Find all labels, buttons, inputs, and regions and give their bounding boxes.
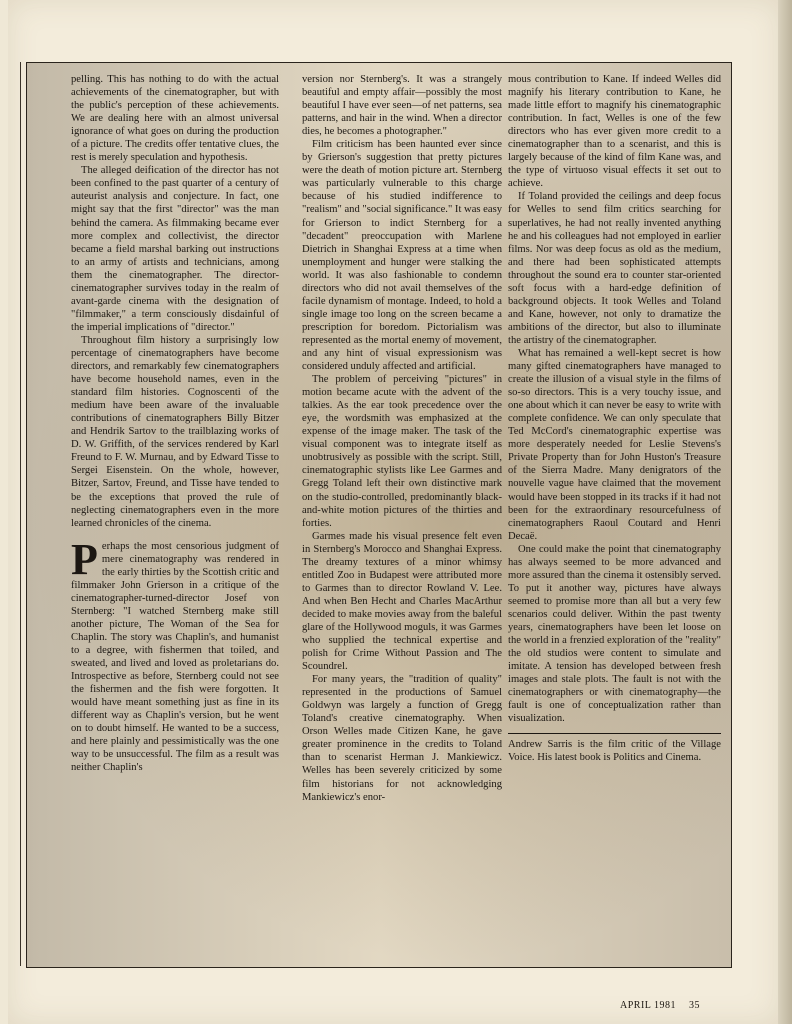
page-number: 35	[689, 1000, 701, 1011]
paragraph: The problem of perceiving "pictures" in motion became acute with the advent of the talkies. As the ear took precedence over the eye, the wordsmith was emphasized at the expense of the image maker. The task of the visual component was to integrate itself as unobtrusively as possible with the script. Still, cinematographic stylists like Lee Garmes and Gregg Toland left their own distinctive mark on the studio-controlled, predominantly black-and-white motion pictures of the thirties and forties.	[302, 374, 502, 529]
article-column-3	[508, 73, 721, 957]
paragraph: version nor Sternberg's. It was a strangely beautiful and empty affair—possibly the most beautiful I have ever seen—of net patterns, sea patterns, and hair in the wind. When a director dies, he becomes a photographer."	[302, 74, 502, 138]
page-edge	[778, 0, 792, 1024]
paragraph: Garmes made his visual presence felt even in Sternberg's Morocco and Shanghai Express. The dreamy textures of a minor whimsy entitled Zoo in Budapest were attributed more to Garmes than to director Rowland V. Lee. And when Ben Hecht and Charles MacArthur decided to make movies away from the baleful glare of the Hollywood moguls, it was Garmes who supplied the technical expertise and polish for Crime Without Passion and The Scoundrel.	[302, 530, 502, 673]
bio-divider	[508, 733, 721, 734]
paragraph-text: erhaps the most censorious judgment of mere cinematography was rendered in the early thirties by the Scottish critic and filmmaker John Grierson in a critique of the cinematographer-turned-director Josef von Sternberg: "I watched Sternberg make still another picture, The Woman of the Sea for Chaplin. The story was Chaplin's, and humanist to a degree, with fishermen that toiled, and sweated, and lived and loved as proletarians do. Introspective as before, Sternberg could not see the fishermen and the fish were forgotten. It would have meant something just as fine in its different way as Chaplin's version, but he went on to doubt himself. He wanted to be a success, and here plainly and pessimistically was the one way to be unsuccessful. The film as a result was neither Chaplin's	[71, 540, 279, 774]
paragraph: One could make the point that cinematography has always seemed to be more advanced and more assured than the cinema it ostensibly served. To put it another way, pictures have always seemed to promise more than all but a very few scenarios could deliver. Within the past twenty years, cinematographers have been let loose on the world in a frenzied exploration of the "reality" the old studios were content to simulate and imitate. A tension has developed between fresh images and stale plots. The fault is not with the cinematographers or with cinematography—the fault is one of conceptualization rather than visualization.	[508, 543, 721, 725]
article-column-1	[71, 73, 279, 957]
paragraph: pelling. This has nothing to do with the actual achievements of the cinematographer, but with the public's perception of these achievements. We are dealing here with an almost universal ignorance of what goes on during the production of a picture. The credits offer tentative clues, the rest is merely speculation and hypothesis.	[71, 74, 279, 164]
frame-rule	[20, 62, 21, 966]
issue-date: APRIL 1981	[620, 1000, 677, 1011]
article-text-frame	[26, 62, 732, 968]
author-bio: Andrew Sarris is the film critic of the Village Voice. His latest book is Politics and Cinema.	[508, 739, 721, 764]
article-column-2	[302, 73, 502, 957]
paragraph: mous contribution to Kane. If indeed Welles did magnify his literary contribution to Kane, he made little effort to magnify his cinematographic contribution. In fact, Welles is one of the few directors who has ever given more credit to a cinematographer than to a scenarist, and this is largely because of the kind of film Kane was, and the type of virtuoso visual effects it set out to achieve.	[508, 74, 721, 190]
paragraph: Throughout film history a surprisingly low percentage of cinematographers have become directors, and remarkably few cinematographers have become household names, even in the standard film histories. Cognoscenti of the medium have been aware of the invaluable contributions of cinematographers Billy Bitzer and Hendrik Sartov to the trailblazing works of D. W. Griffith, of the services rendered by Karl Freund to F. W. Murnau, and by Edward Tisse to Sergei Eisenstein. On the whole, however, Bitzer, Sartov, Freund, and Tisse have tended to be the exceptions that proved the rule of neglecting cinematographers even in the more learned chronicles of the cinema.	[71, 334, 279, 529]
paragraph: Film criticism has been haunted ever since by Grierson's suggestion that pretty pictures were the death of motion picture art. Sternberg was particularly vulnerable to this charge because of his studied indifference to "realism" and "social significance." It was easy for Grierson to indict Sternberg for a "decadent" preoccupation with Marlene Dietrich in Shanghai Express at a time when unemployment and hunger were stalking the world. It was also fashionable to condemn directors who did not avail themselves of the facile dynamism of montage. Indeed, to hold a single image too long on the screen became a prescription for boredom. Pictorialism was represented as the mortal enemy of movement, and any hint of visual expressionism was considered unduly affected and artificial.	[302, 139, 502, 373]
paragraph: If Toland provided the ceilings and deep focus for Welles to send film critics searching for superlatives, he had not really invented anything he and his colleagues had not employed in earlier films. Nor was deep focus as old as the medium, and there had been sophisticated attempts throughout the sound era to counter star-oriented soft focus with a hard-edge definition of background objects. It took Welles and Toland and Kane, however, not only to dramatize the ambitions of the director, but also to illuminate the artistry of the cinematographer.	[508, 191, 721, 346]
paragraph: The alleged deification of the director has not been confined to the past quarter of a century of auteurist analysis and conjecture. In fact, one might say that the first "director" was the man behind the camera. As filmmaking became ever more complex and collectivist, the director became a field marshal barking out instructions to an army of artists and technicians, among them the cinematographer. The director-cinematographer survives today in the realm of avant-garde cinema with the designation of "filmmaker," a term consciously disdainful of the imperial implications of "director."	[71, 165, 279, 333]
paragraph: For many years, the "tradition of quality" represented in the productions of Samuel Goldwyn was largely a function of Gregg Toland's creative cinematography. When Orson Welles made Citizen Kane, he gave greater prominence in the credits to Toland than to scenarist Herman J. Mankiewicz. Welles has been severely criticized by some film historians for not acknowledging Mankiewicz's enor-	[302, 674, 502, 803]
paragraph: What has remained a well-kept secret is how many gifted cinematographers have managed to create the illusion of a visual style in the films of so-so directors. This is a very touchy issue, and one about which it can never be easy to write with complete confidence. We can only speculate that Ted McCord's cinematographic expertise was more desperately needed for Leslie Stevens's Private Property than for John Huston's Treasure of the Sierra Madre. Many denigrators of the nouvelle vague have claimed that the movement would have been stopped in its tracks if it had not been for the extraordinary resourcefulness of cinematographers Raoul Coutard and Henri Decaë.	[508, 347, 721, 542]
drop-cap: P	[71, 534, 98, 584]
dropcap-paragraph	[71, 534, 279, 775]
page-folio	[620, 1000, 740, 1011]
